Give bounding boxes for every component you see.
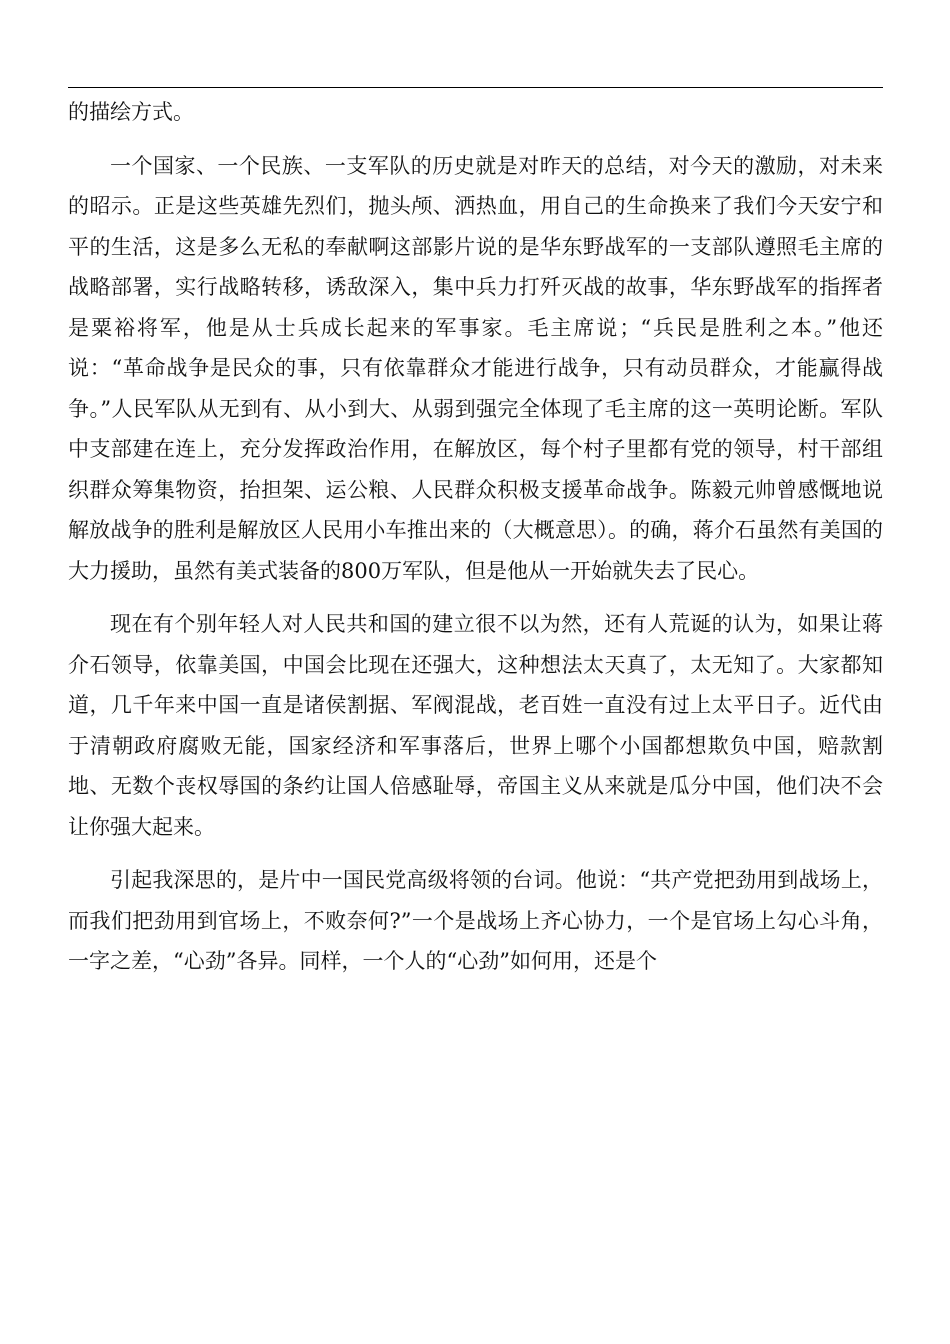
paragraph-reflection: 引起我深思的，是片中一国民党高级将领的台词。他说：“共产党把劲用到战场上，而我们把劲用到官场上，不败奈何?”一个是战场上齐心协力，一个是官场上勾心斗角，一字之差，“心劲”各异。同样，一个人的“心劲”如何用，还是个 [68,868,883,973]
paragraph-young-people: 现在有个别年轻人对人民共和国的建立很不以为然，还有人荒诞的认为，如果让蒋介石领导，依靠美国，中国会比现在还强大，这种想法太天真了，太无知了。大家都知道，几千年来中国一直是诸侯割据、军阀混战，老百姓一直没有过上太平日子。近代由于清朝政府腐败无能，国家经济和军事落后，世界上哪个小国都想欺负中国，赔款割地、无数个丧权辱国的条约让国人倍感耻辱，帝国主义从来就是瓜分中国，他们决不会让你强大起来。 [68,612,883,839]
paragraph-continuation: 的描绘方式。 [68,100,194,124]
header-rule [68,87,883,88]
document-body [68,92,883,982]
paragraph-history: 一个国家、一个民族、一支军队的历史就是对昨天的总结，对今天的激励，对未来的昭示。正是这些英雄先烈们，抛头颅、洒热血，用自己的生命换来了我们今天安宁和平的生活，这是多么无私的奉献啊这部影片说的是华东野战军的一支部队遵照毛主席的战略部署，实行战略转移，诱敌深入，集中兵力打歼灭战的故事，华东野战军的指挥者是粟裕将军，他是从士兵成长起来的军事家。毛主席说；“兵民是胜利之本。”他还说：“革命战争是民众的事，只有依靠群众才能进行战争，只有动员群众，才能赢得战争。”人民军队从无到有、从小到大、从弱到强完全体现了毛主席的这一英明论断。军队中支部建在连上，充分发挥政治作用，在解放区，每个村子里都有党的领导，村干部组织群众筹集物资，抬担架、运公粮、人民群众积极支援革命战争。陈毅元帅曾感慨地说解放战争的胜利是解放区人民用小车推出来的（大概意思）。的确，蒋介石虽然有美国的大力援助，虽然有美式装备的800万军队，但是他从一开始就失去了民心。 [68,153,883,583]
